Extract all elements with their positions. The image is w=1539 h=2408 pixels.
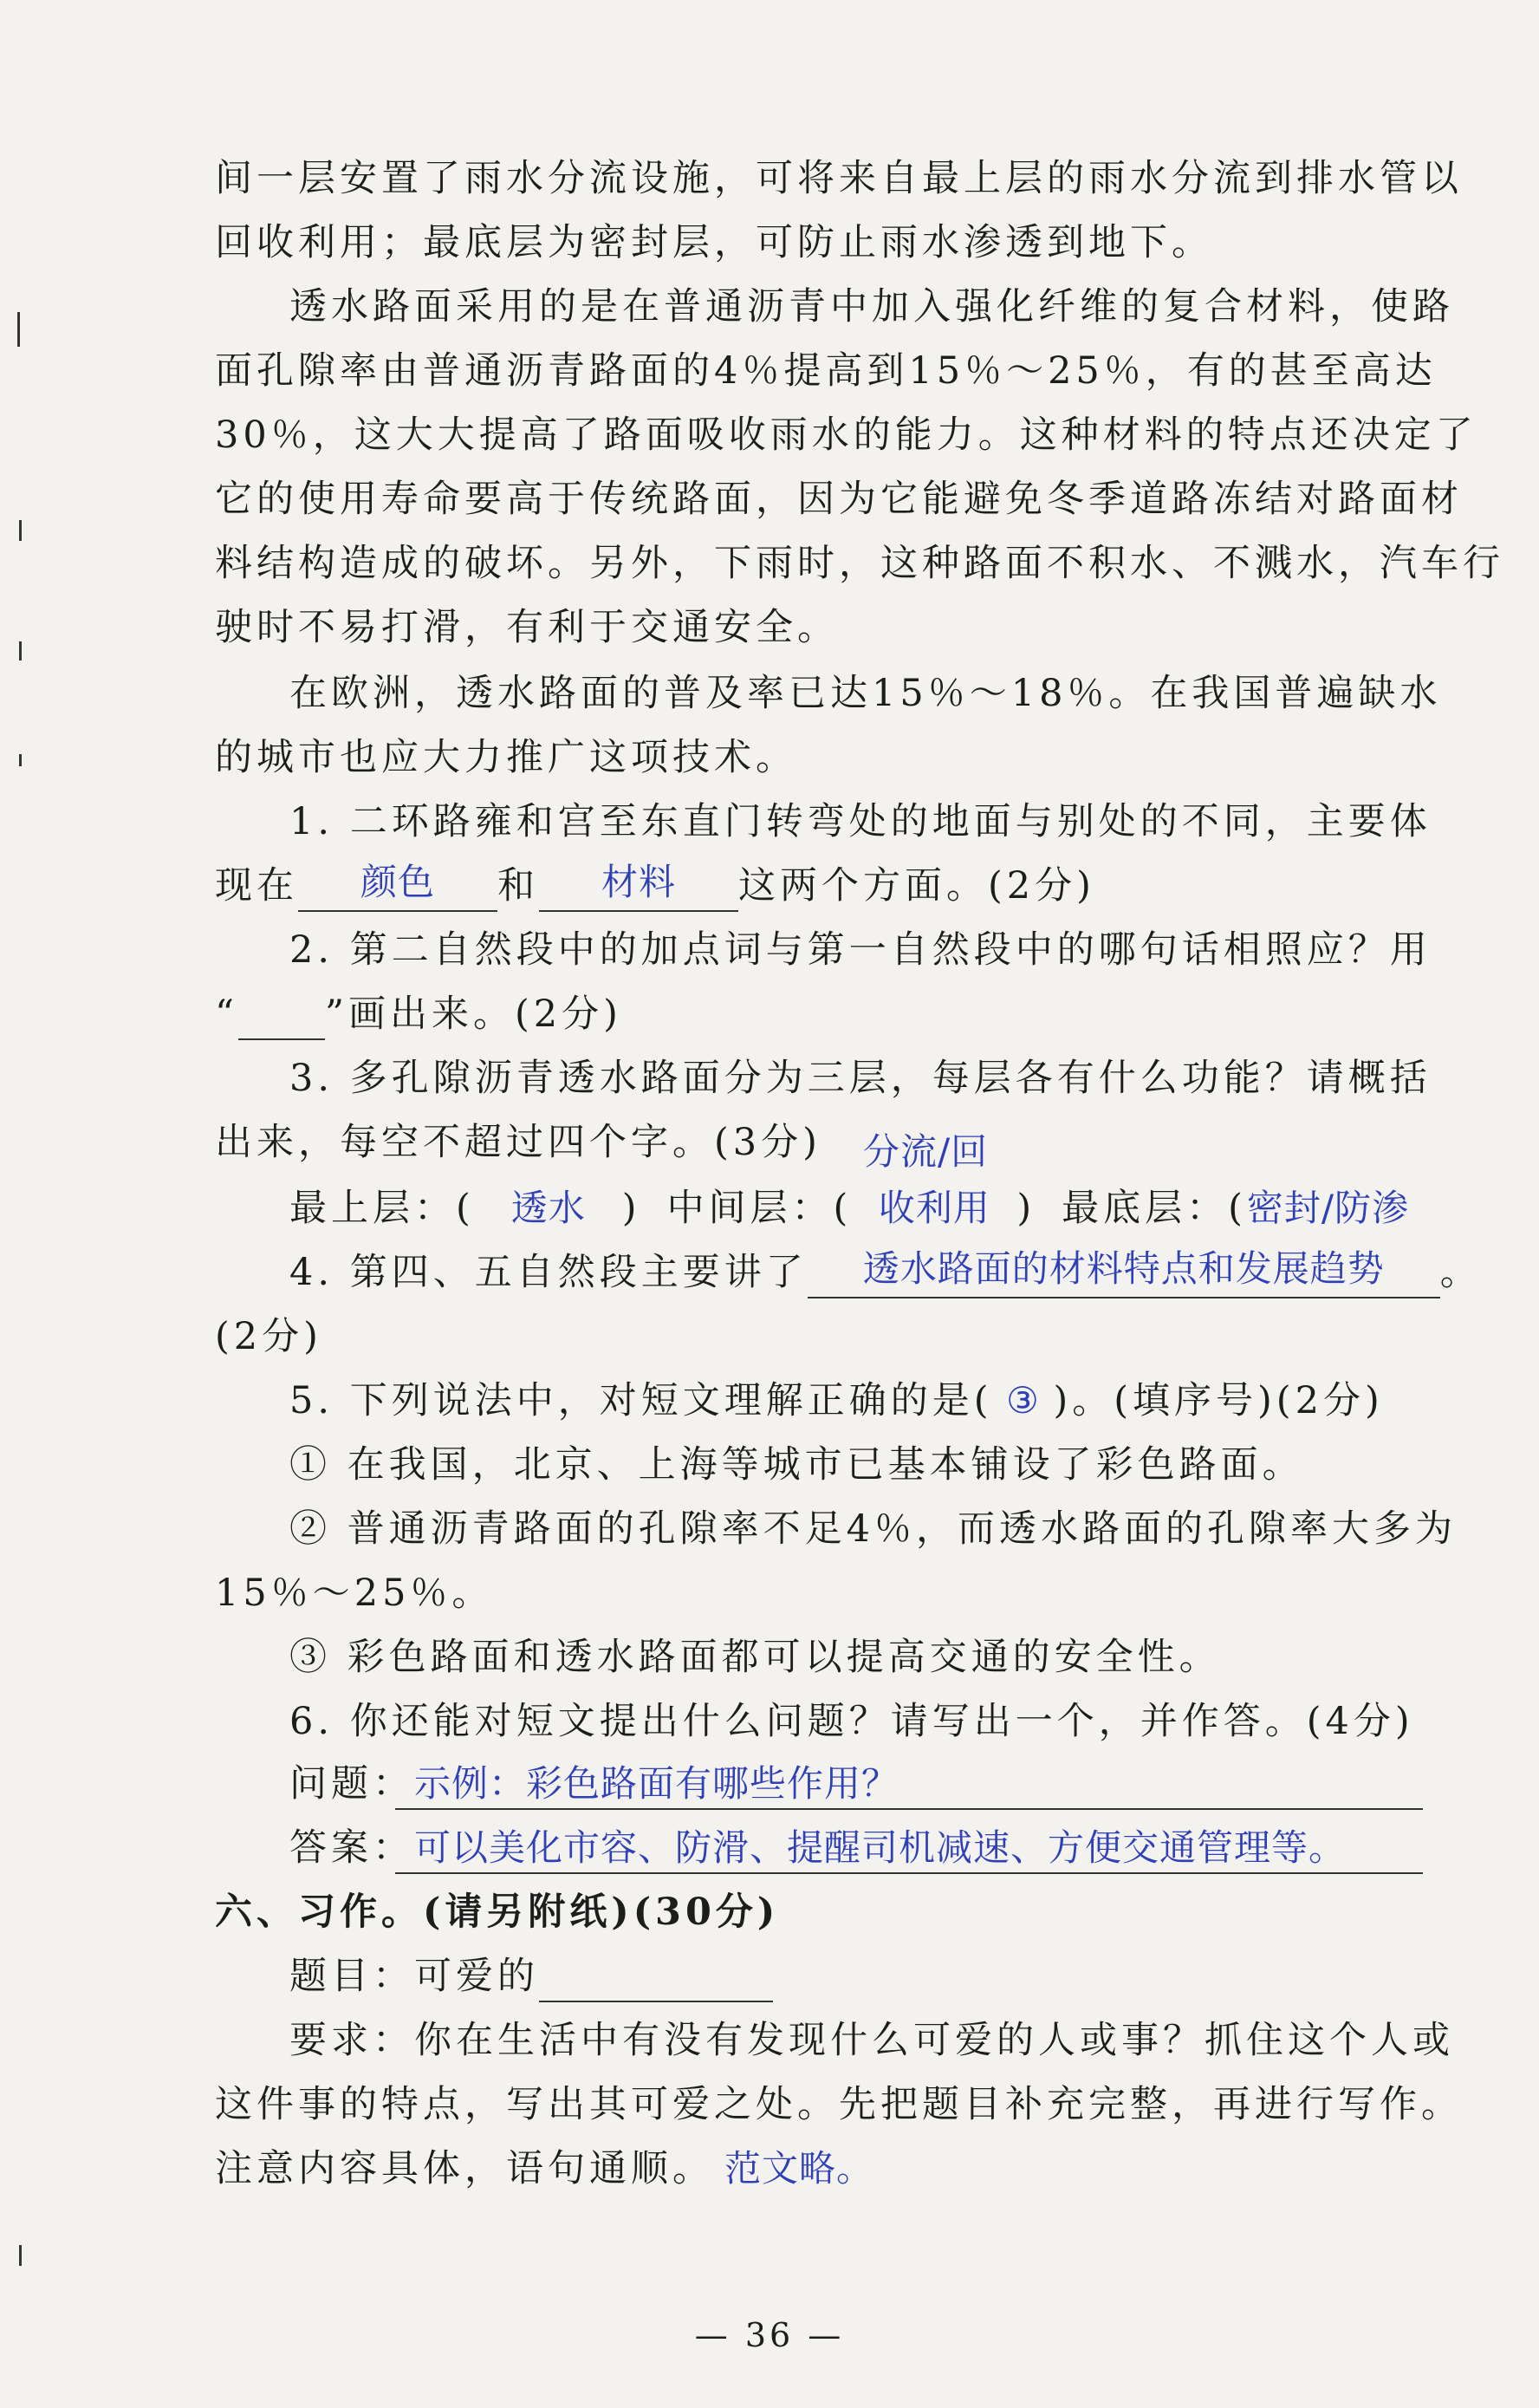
question-6-answer-underline [395, 1872, 1423, 1874]
question-1-blank-1[interactable] [298, 861, 497, 912]
paragraph-2-line-6: 驶时不易打滑，有利于交通安全。 [215, 606, 839, 649]
page-number: — 36 — [694, 2316, 845, 2354]
question-1-answer-2: 材料 [601, 861, 676, 903]
binding-mark [19, 2245, 22, 2266]
question-3-bottom-label: 最底层：( [1062, 1187, 1247, 1230]
question-4-blank[interactable] [808, 1247, 1440, 1298]
question-5-suffix: )。(填序号)(2分) [1053, 1379, 1384, 1422]
question-1-answer-line [215, 860, 1428, 912]
question-6-question-underline [395, 1808, 1423, 1810]
paragraph-3-line-1: 在欧洲，透水路面的普及率已达15％～18％。在我国普遍缺水 [289, 672, 1442, 715]
binding-mark [19, 754, 22, 766]
question-3-top-close: ) [621, 1187, 641, 1230]
section-6-title-blank[interactable] [539, 1956, 773, 2002]
question-3-mid-label: 中间层：( [666, 1187, 853, 1230]
question-2-text: 2. 第二自然段中的加点词与第一自然段中的哪句话相照应？用 [289, 928, 1432, 972]
question-6-question-label: 问题： [289, 1762, 414, 1806]
question-6-answer-row [289, 1822, 1433, 1874]
question-1-prefix: 现在 [215, 864, 298, 908]
question-3-top-answer[interactable]: 透水 [510, 1187, 586, 1229]
question-2-close: ”画出来。(2分) [324, 992, 622, 1036]
question-6-question-row [289, 1758, 1433, 1810]
question-5-option-2: ② 普通沥青路面的孔隙率不足4％，而透水路面的孔隙率大多为 [289, 1507, 1458, 1551]
question-5-option-1: ① 在我国，北京、上海等城市已基本铺设了彩色路面。 [289, 1443, 1304, 1487]
question-1-blank-2[interactable] [539, 861, 738, 912]
question-2-open-quote: “ [215, 992, 238, 1036]
binding-mark [17, 312, 20, 347]
question-3-mid-answer[interactable]: 收利用 [878, 1187, 990, 1229]
question-5-answer[interactable]: ③ [1006, 1379, 1040, 1422]
question-4-prefix: 4. 第四、五自然段主要讲了 [289, 1251, 808, 1294]
question-6-text: 6. 你还能对短文提出什么问题？请写出一个，并作答。(4分) [289, 1700, 1414, 1743]
paragraph-1-line-1: 间一层安置了雨水分流设施，可将来自最上层的雨水分流到排水管以 [215, 157, 1463, 200]
paragraph-2-line-3: 30％，这大大提高了路面吸收雨水的能力。这种材料的特点还决定了 [215, 413, 1477, 457]
section-6-requirement-2: 这件事的特点，写出其可爱之处。先把题目补充完整，再进行写作。 [215, 2083, 1463, 2126]
section-6-title-label: 题目：可爱的 [289, 1955, 539, 1998]
question-4-suffix: 。 [1439, 1251, 1482, 1294]
question-3-answer-row [289, 1182, 1433, 1234]
question-1-text: 1. 二环路雍和宫至东直门转弯处的地面与别处的不同，主要体 [289, 800, 1432, 843]
question-5-line [289, 1375, 1433, 1427]
section-6-requirement-1: 要求：你在生活中有没有发现什么可爱的人或事？抓住这个人或 [289, 2019, 1454, 2062]
section-6-essay-answer: 范文略。 [724, 2147, 874, 2190]
question-1-answer-1: 颜色 [360, 861, 435, 903]
paragraph-2-line-2: 面孔隙率由普通沥青路面的4％提高到15％～25％，有的甚至高达 [215, 349, 1437, 393]
question-1-suffix: 这两个方面。(2分) [738, 864, 1095, 908]
paragraph-2-line-1: 透水路面采用的是在普通沥青中加入强化纤维的复合材料，使路 [289, 285, 1454, 329]
question-4-line [289, 1246, 1482, 1298]
question-3-line-2: 出来，每空不超过四个字。(3分) [215, 1121, 821, 1164]
question-5-option-3: ③ 彩色路面和透水路面都可以提高交通的安全性。 [289, 1636, 1221, 1679]
binding-mark [19, 641, 22, 661]
question-5-option-2-cont: 15％～25％。 [215, 1572, 494, 1615]
question-4-answer: 透水路面的材料特点和发展趋势 [862, 1247, 1385, 1290]
paragraph-1-line-2: 回收利用；最底层为密封层，可防止雨水渗透到地下。 [215, 221, 1213, 264]
question-3-extra-answer: 分流/回 [863, 1130, 989, 1173]
question-2-line-2 [215, 988, 1428, 1040]
question-3-bottom-answer[interactable]: 密封/防渗 [1246, 1187, 1410, 1229]
question-3-text: 3. 多孔隙沥青透水路面分为三层，每层各有什么功能？请概括 [289, 1057, 1432, 1100]
section-6-requirement-3-text: 注意内容具体，语句通顺。 [215, 2147, 714, 2190]
binding-mark [19, 520, 22, 541]
question-1-mid: 和 [497, 864, 539, 908]
question-2-underline-sample [238, 993, 325, 1040]
section-6-requirement-3 [215, 2143, 1428, 2195]
section-6-title-row [289, 1950, 1433, 2002]
question-6-question-answer[interactable]: 示例：彩色路面有哪些作用？ [414, 1762, 899, 1805]
question-3-top-label: 最上层：( [289, 1187, 475, 1230]
question-4-score: (2分) [215, 1315, 322, 1358]
section-6-heading: 六、习作。(请另附纸)(30分) [215, 1891, 780, 1934]
question-6-answer-label: 答案： [289, 1826, 414, 1870]
paragraph-2-line-5: 料结构造成的破坏。另外，下雨时，这种路面不积水、不溅水，汽车行 [215, 542, 1504, 585]
paragraph-2-line-4: 它的使用寿命要高于传统路面，因为它能避免冬季道路冻结对路面材 [215, 478, 1463, 521]
paragraph-3-line-2: 的城市也应大力推广这项技术。 [215, 736, 797, 779]
question-3-mid-close: ) [1016, 1187, 1036, 1230]
question-5-prefix: 5. 下列说法中，对短文理解正确的是( [289, 1379, 993, 1422]
question-6-answer-text[interactable]: 可以美化市容、防滑、提醒司机减速、方便交通管理等。 [414, 1826, 1347, 1869]
